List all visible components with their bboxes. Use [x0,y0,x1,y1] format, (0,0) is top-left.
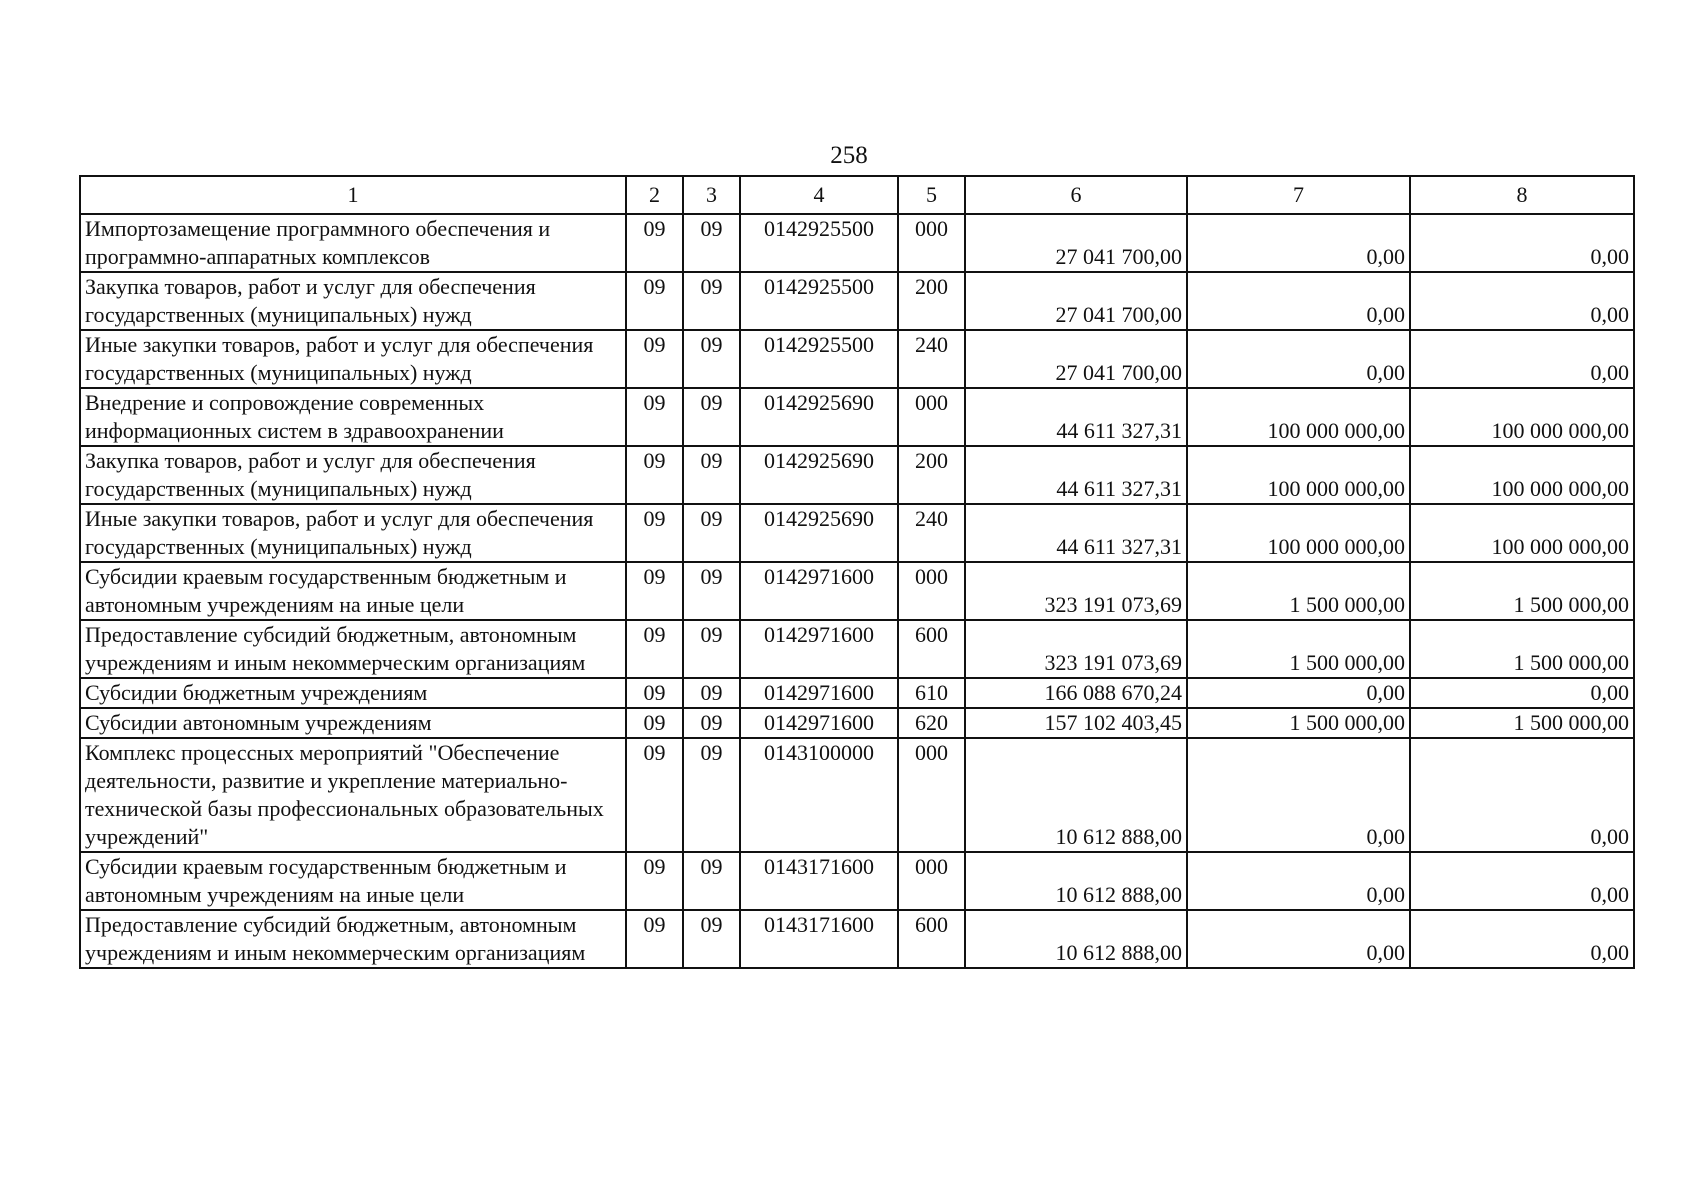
column-header-5: 5 [898,176,965,214]
row-target-article-code: 0142925690 [740,504,898,562]
row-subsection-code: 09 [683,388,740,446]
row-name: Закупка товаров, работ и услуг для обеспечения государственных (муниципальных) нужд [80,446,626,504]
row-section-code: 09 [626,214,683,272]
table-row [80,214,1634,272]
table-row [80,620,1634,678]
row-amount-col6: 44 611 327,31 [965,446,1187,504]
row-subsection-code: 09 [683,620,740,678]
row-name: Комплекс процессных мероприятий "Обеспечение деятельности, развитие и укрепление материально-технической базы профессиональных образовательных учреждений" [80,738,626,852]
row-expense-type-code: 620 [898,708,965,738]
row-amount-col8: 0,00 [1410,330,1634,388]
table-row [80,910,1634,968]
row-amount-col8: 0,00 [1410,738,1634,852]
row-amount-col8: 0,00 [1410,852,1634,910]
row-amount-col8: 0,00 [1410,678,1634,708]
table-body [80,214,1634,968]
row-expense-type-code: 240 [898,330,965,388]
row-section-code: 09 [626,910,683,968]
row-expense-type-code: 600 [898,910,965,968]
row-amount-col8: 100 000 000,00 [1410,388,1634,446]
row-subsection-code: 09 [683,910,740,968]
row-expense-type-code: 000 [898,738,965,852]
row-amount-col6: 10 612 888,00 [965,910,1187,968]
row-target-article-code: 0142925500 [740,214,898,272]
row-target-article-code: 0142925500 [740,330,898,388]
row-section-code: 09 [626,678,683,708]
table-row [80,708,1634,738]
column-header-8: 8 [1410,176,1634,214]
column-header-6: 6 [965,176,1187,214]
row-name: Предоставление субсидий бюджетным, автономным учреждениям и иным некоммерческим организациям [80,620,626,678]
row-name: Субсидии краевым государственным бюджетным и автономным учреждениям на иные цели [80,562,626,620]
row-subsection-code: 09 [683,708,740,738]
row-amount-col7: 0,00 [1187,330,1410,388]
row-name: Субсидии бюджетным учреждениям [80,678,626,708]
row-section-code: 09 [626,562,683,620]
budget-table [79,175,1635,969]
row-subsection-code: 09 [683,446,740,504]
row-target-article-code: 0142925500 [740,272,898,330]
column-header-2: 2 [626,176,683,214]
row-subsection-code: 09 [683,214,740,272]
row-amount-col8: 0,00 [1410,272,1634,330]
table-row [80,738,1634,852]
row-amount-col6: 44 611 327,31 [965,388,1187,446]
row-amount-col7: 0,00 [1187,678,1410,708]
row-subsection-code: 09 [683,330,740,388]
row-expense-type-code: 000 [898,852,965,910]
row-amount-col6: 10 612 888,00 [965,738,1187,852]
row-subsection-code: 09 [683,562,740,620]
row-amount-col7: 0,00 [1187,214,1410,272]
row-amount-col6: 166 088 670,24 [965,678,1187,708]
row-name: Импортозамещение программного обеспечения и программно-аппаратных комплексов [80,214,626,272]
row-amount-col6: 157 102 403,45 [965,708,1187,738]
row-amount-col6: 27 041 700,00 [965,330,1187,388]
row-section-code: 09 [626,620,683,678]
row-amount-col7: 100 000 000,00 [1187,446,1410,504]
row-amount-col7: 1 500 000,00 [1187,620,1410,678]
row-name: Закупка товаров, работ и услуг для обеспечения государственных (муниципальных) нужд [80,272,626,330]
row-section-code: 09 [626,446,683,504]
row-subsection-code: 09 [683,272,740,330]
row-amount-col7: 100 000 000,00 [1187,504,1410,562]
table-row [80,272,1634,330]
row-name: Предоставление субсидий бюджетным, автономным учреждениям и иным некоммерческим организациям [80,910,626,968]
row-name: Иные закупки товаров, работ и услуг для обеспечения государственных (муниципальных) нужд [80,504,626,562]
row-amount-col8: 0,00 [1410,214,1634,272]
row-name: Внедрение и сопровождение современных информационных систем в здравоохранении [80,388,626,446]
row-amount-col7: 0,00 [1187,272,1410,330]
row-subsection-code: 09 [683,852,740,910]
row-expense-type-code: 000 [898,562,965,620]
row-amount-col6: 27 041 700,00 [965,272,1187,330]
row-expense-type-code: 610 [898,678,965,708]
row-target-article-code: 0142971600 [740,620,898,678]
table-row [80,852,1634,910]
table-row [80,446,1634,504]
row-name: Субсидии краевым государственным бюджетным и автономным учреждениям на иные цели [80,852,626,910]
row-subsection-code: 09 [683,678,740,708]
row-amount-col8: 100 000 000,00 [1410,504,1634,562]
table-row [80,562,1634,620]
row-section-code: 09 [626,852,683,910]
row-section-code: 09 [626,272,683,330]
row-section-code: 09 [626,708,683,738]
row-amount-col6: 323 191 073,69 [965,620,1187,678]
row-expense-type-code: 600 [898,620,965,678]
row-section-code: 09 [626,388,683,446]
row-target-article-code: 0143171600 [740,910,898,968]
row-expense-type-code: 000 [898,388,965,446]
row-expense-type-code: 200 [898,272,965,330]
page-number: 258 [830,142,868,169]
table-row [80,504,1634,562]
row-amount-col7: 0,00 [1187,738,1410,852]
header-row [80,176,1634,214]
row-amount-col7: 0,00 [1187,910,1410,968]
row-target-article-code: 0142925690 [740,446,898,504]
row-target-article-code: 0142971600 [740,562,898,620]
table-row [80,678,1634,708]
row-amount-col6: 27 041 700,00 [965,214,1187,272]
row-target-article-code: 0143100000 [740,738,898,852]
column-header-3: 3 [683,176,740,214]
row-target-article-code: 0142971600 [740,678,898,708]
row-target-article-code: 0143171600 [740,852,898,910]
row-name: Иные закупки товаров, работ и услуг для обеспечения государственных (муниципальных) нужд [80,330,626,388]
row-amount-col7: 0,00 [1187,852,1410,910]
row-section-code: 09 [626,504,683,562]
row-expense-type-code: 200 [898,446,965,504]
row-amount-col6: 323 191 073,69 [965,562,1187,620]
row-name: Субсидии автономным учреждениям [80,708,626,738]
row-amount-col7: 100 000 000,00 [1187,388,1410,446]
row-amount-col7: 1 500 000,00 [1187,708,1410,738]
row-amount-col6: 10 612 888,00 [965,852,1187,910]
row-amount-col8: 1 500 000,00 [1410,620,1634,678]
row-amount-col8: 1 500 000,00 [1410,708,1634,738]
row-target-article-code: 0142925690 [740,388,898,446]
row-target-article-code: 0142971600 [740,708,898,738]
row-amount-col8: 100 000 000,00 [1410,446,1634,504]
column-header-4: 4 [740,176,898,214]
column-header-1: 1 [80,176,626,214]
table-row [80,330,1634,388]
row-amount-col7: 1 500 000,00 [1187,562,1410,620]
row-amount-col8: 0,00 [1410,910,1634,968]
row-section-code: 09 [626,738,683,852]
table-row [80,388,1634,446]
row-section-code: 09 [626,330,683,388]
row-subsection-code: 09 [683,738,740,852]
column-header-7: 7 [1187,176,1410,214]
row-expense-type-code: 000 [898,214,965,272]
row-expense-type-code: 240 [898,504,965,562]
row-subsection-code: 09 [683,504,740,562]
row-amount-col6: 44 611 327,31 [965,504,1187,562]
row-amount-col8: 1 500 000,00 [1410,562,1634,620]
